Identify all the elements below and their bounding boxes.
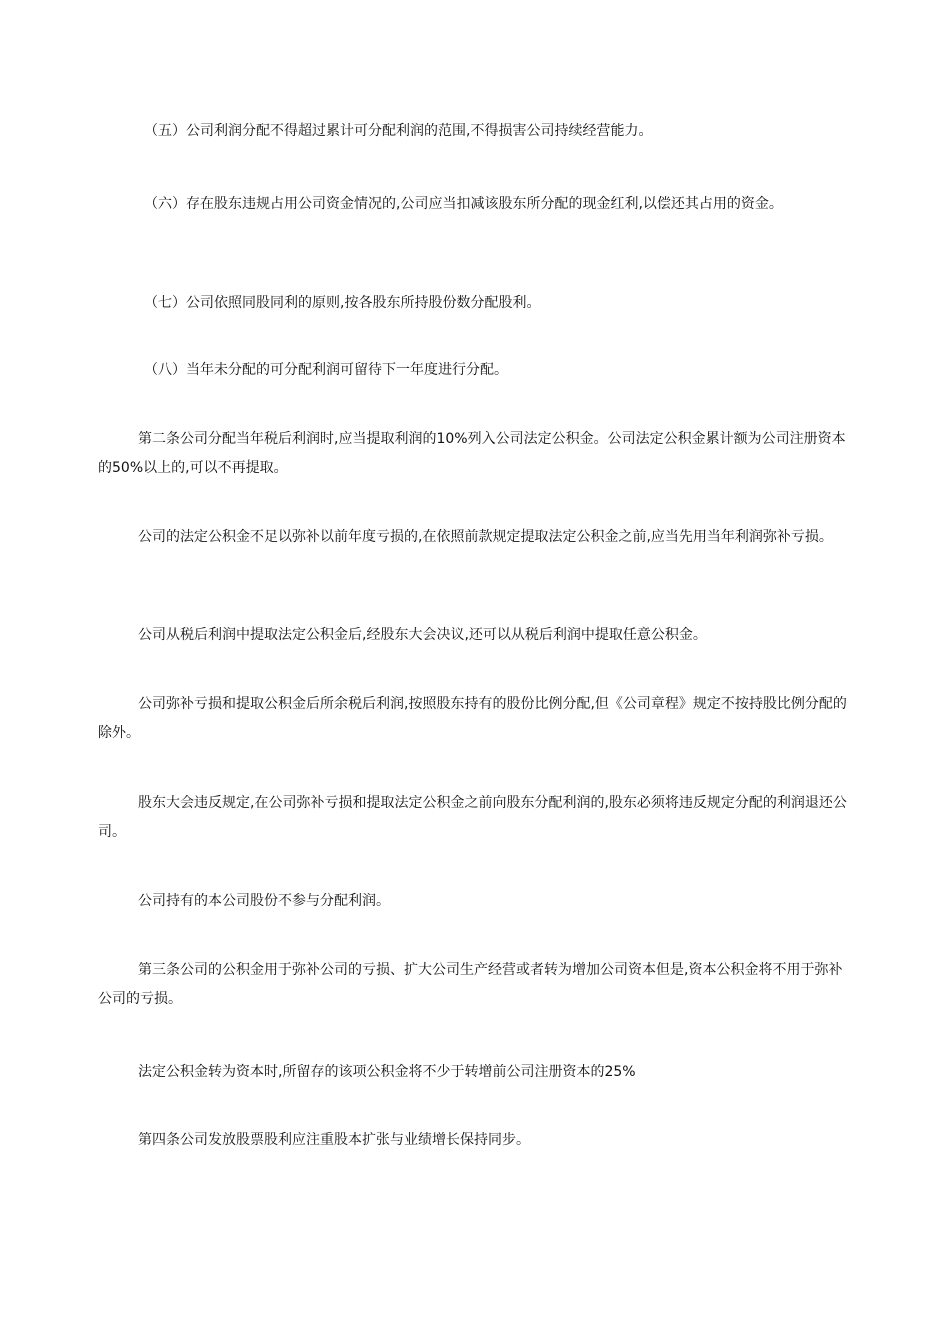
article-3-paragraph: 第三条公司的公积金用于弥补公司的亏损、扩大公司生产经营或者转为增加公司资本但是,资本公积金将不用于弥补公司的亏损。 <box>98 962 843 1007</box>
article-4-paragraph: 第四条公司发放股票股利应注重股本扩张与业绩增长保持同步。 <box>138 1132 530 1148</box>
optional-reserve-paragraph: 公司从税后利润中提取法定公积金后,经股东大会决议,还可以从税后利润中提取任意公积金。 <box>138 627 707 643</box>
violation-return-paragraph: 股东大会违反规定,在公司弥补亏损和提取法定公积金之前向股东分配利润的,股东必须将违反规定分配的利润退还公司。 <box>98 795 847 840</box>
paragraph-item-7: （七）公司依照同股同利的原则,按各股东所持股份数分配股利。 <box>144 295 541 311</box>
paragraph-item-8: （八）当年未分配的可分配利润可留待下一年度进行分配。 <box>144 362 508 378</box>
loss-offset-paragraph: 公司的法定公积金不足以弥补以前年度亏损的,在依照前款规定提取法定公积金之前,应当先用当年利润弥补亏损。 <box>138 529 833 545</box>
own-shares-paragraph: 公司持有的本公司股份不参与分配利润。 <box>138 893 390 909</box>
paragraph-item-5: （五）公司利润分配不得超过累计可分配利润的范围,不得损害公司持续经营能力。 <box>144 123 653 139</box>
profit-distribution-paragraph: 公司弥补亏损和提取公积金后所余税后利润,按照股东持有的股份比例分配,但《公司章程》规定不按持股比例分配的除外。 <box>98 696 847 741</box>
paragraph-item-6: （六）存在股东违规占用公司资金情况的,公司应当扣减该股东所分配的现金红利,以偿还其占用的资金。 <box>144 196 783 212</box>
reserve-conversion-paragraph: 法定公积金转为资本时,所留存的该项公积金将不少于转增前公司注册资本的25% <box>138 1064 636 1080</box>
article-2-paragraph: 第二条公司分配当年税后利润时,应当提取利润的10%列入公司法定公积金。公司法定公积金累计额为公司注册资本的50%以上的,可以不再提取。 <box>98 431 846 476</box>
